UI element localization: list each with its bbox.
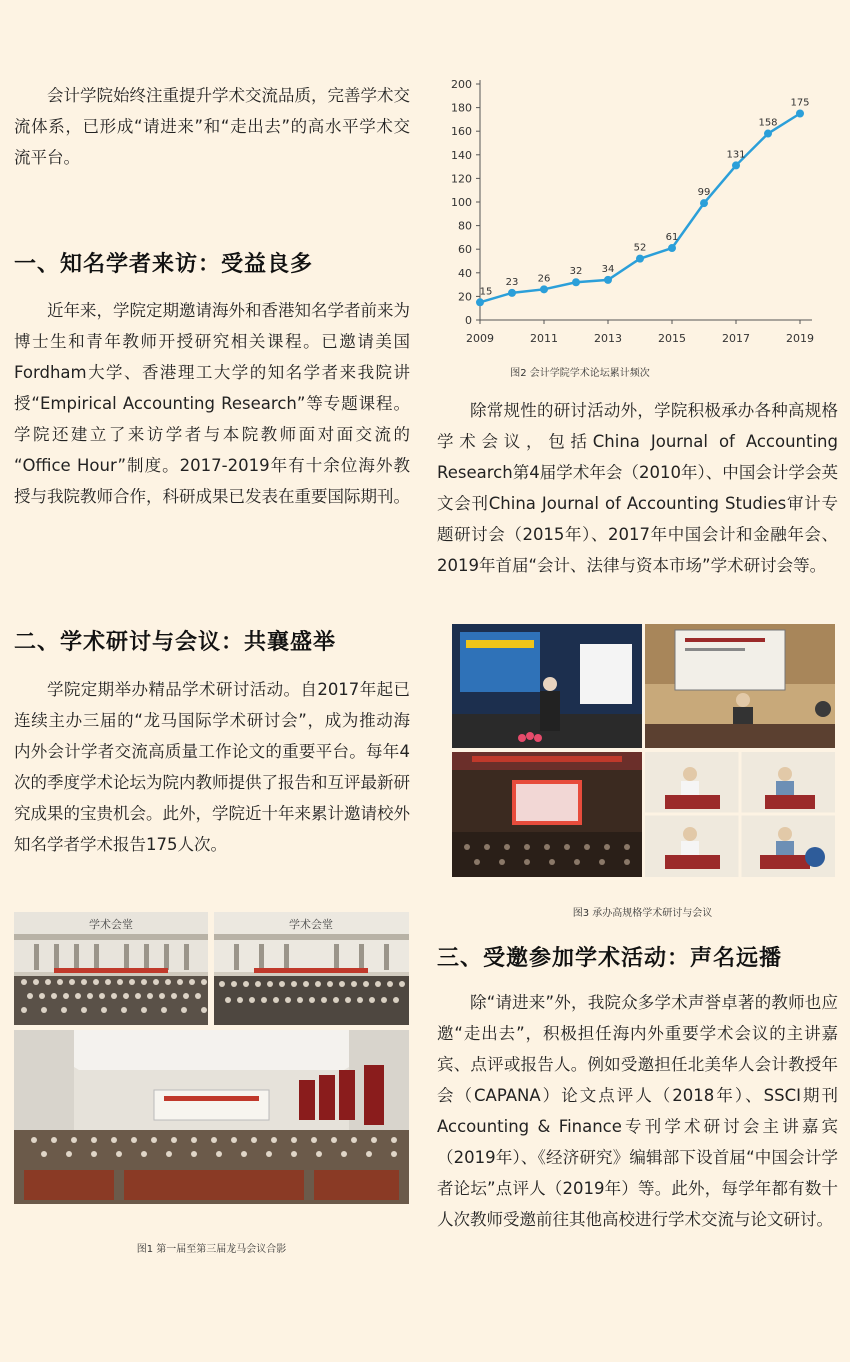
data-label: 175 (790, 97, 810, 109)
forum-chart (440, 72, 840, 372)
data-label: 99 (697, 187, 711, 199)
data-label: 32 (569, 266, 583, 278)
y-tick-label: 160 (451, 125, 472, 139)
hall-sign-1: 学术会堂 (89, 918, 133, 931)
section3-body: 除“请进来”外，我院众多学术声誉卓著的教师也应邀“走出去”，积极担任海内外重要学术会议的主讲嘉宾、点评或报告人。例如受邀担任北美华人会计教授年会（CAPANA）论文点评人（2018年）、SSCI期刊Accounting & Finance专刊学术研讨会主讲嘉宾（2019年）、《经济研究》编辑部下设首届“中国会计学者论坛”点评人（2019年）等。此外，每学年都有数十人次教师受邀前往其他高校进行学术交流与论文研讨。 (437, 993, 838, 1229)
data-point (796, 110, 804, 118)
y-tick-label: 60 (458, 243, 472, 257)
y-tick-label: 180 (451, 101, 472, 115)
data-label: 131 (726, 149, 746, 161)
data-point (508, 289, 516, 297)
group-photo-2 (214, 912, 409, 1025)
auditorium-photo (14, 1030, 409, 1204)
x-tick-label: 2013 (594, 332, 622, 345)
section1-heading: 一、知名学者来访：受益良多 (14, 252, 314, 277)
section3-heading: 三、受邀参加学术活动：声名远播 (437, 946, 783, 971)
x-tick-label: 2011 (530, 332, 558, 345)
data-point (540, 285, 548, 293)
intro-paragraph: 会计学院始终注重提升学术交流品质，完善学术交流体系，已形成“请进来”和“走出去”的高水平学术交流平台。 (14, 86, 410, 167)
forum-line-chart (440, 72, 840, 372)
x-tick-label: 2009 (466, 332, 494, 345)
conference-paragraph: 除常规性的研讨活动外，学院积极承办各种高规格学术会议，包括China Journal of Accounting Research第4届学术年会（2010年）、中国会计学会英文会刊China Journal of Accounting Studies审计专题研讨会（2015年）、2017年中国会计和金融年会、2019年首届“会计、法律与资本市场”学术研讨会等。 (437, 401, 838, 575)
figure3-caption: 图3 承办高规格学术研讨与会议 (572, 908, 713, 919)
conference-photo-hall (452, 752, 642, 877)
data-point (572, 278, 580, 286)
y-tick-label: 140 (451, 148, 472, 162)
data-point (604, 276, 612, 284)
section2-body: 学院定期举办精品学术研讨活动。自2017年起已连续主办三届的“龙马国际学术研讨会”，成为推动海内外会计学者交流高质量工作论文的重要平台。每年4次的季度学术论坛为院内教师提供了报告和互评最新研究成果的宝贵机会。此外，学院近十年来累计邀请校外知名学者学术报告175人次。 (14, 680, 410, 854)
data-label: 23 (505, 276, 519, 288)
data-label: 26 (537, 273, 551, 285)
conference-photo-grid (645, 752, 835, 877)
data-point (732, 161, 740, 169)
x-tick-label: 2015 (658, 332, 686, 345)
y-tick-label: 80 (458, 219, 472, 233)
y-tick-label: 20 (458, 290, 472, 304)
conference-photo-speaker (452, 624, 642, 748)
figure1-caption: 图1 第一届至第三届龙马会议合影 (136, 1244, 287, 1255)
y-tick-label: 100 (451, 196, 472, 209)
data-point (476, 298, 484, 306)
series-line (480, 114, 800, 303)
group-photo-1 (14, 912, 208, 1025)
y-tick-label: 0 (465, 314, 472, 327)
data-point (668, 244, 676, 252)
data-label: 52 (633, 242, 647, 254)
x-tick-label: 2019 (786, 332, 814, 345)
data-label: 61 (665, 232, 679, 244)
data-point (700, 199, 708, 207)
conference-photo-podium (645, 624, 835, 748)
x-tick-label: 2017 (722, 332, 750, 345)
y-tick-label: 200 (451, 78, 472, 91)
y-tick-label: 40 (458, 266, 472, 280)
data-point (764, 130, 772, 138)
data-label: 158 (758, 117, 778, 129)
y-tick-label: 120 (451, 172, 472, 186)
data-label: 34 (601, 263, 615, 275)
data-label: 15 (479, 286, 493, 298)
section1-body: 近年来，学院定期邀请海外和香港知名学者前来为博士生和青年教师开授研究相关课程。已邀请美国Fordham大学、香港理工大学的知名学者来我院讲授“Empirical Accounting Research”等专题课程。学院还建立了来访学者与本院教师面对面交流的 “Office Hour”制度。2017-2019年有十余位海外教授与我院教师合作，科研成果已发表在重要国际期刊。 (14, 301, 410, 506)
data-point (636, 255, 644, 263)
section2-heading: 二、学术研讨与会议：共襄盛举 (14, 630, 337, 655)
hall-sign-2: 学术会堂 (289, 918, 333, 931)
chart-caption: 图2 会计学院学术论坛累计频次 (510, 368, 650, 379)
